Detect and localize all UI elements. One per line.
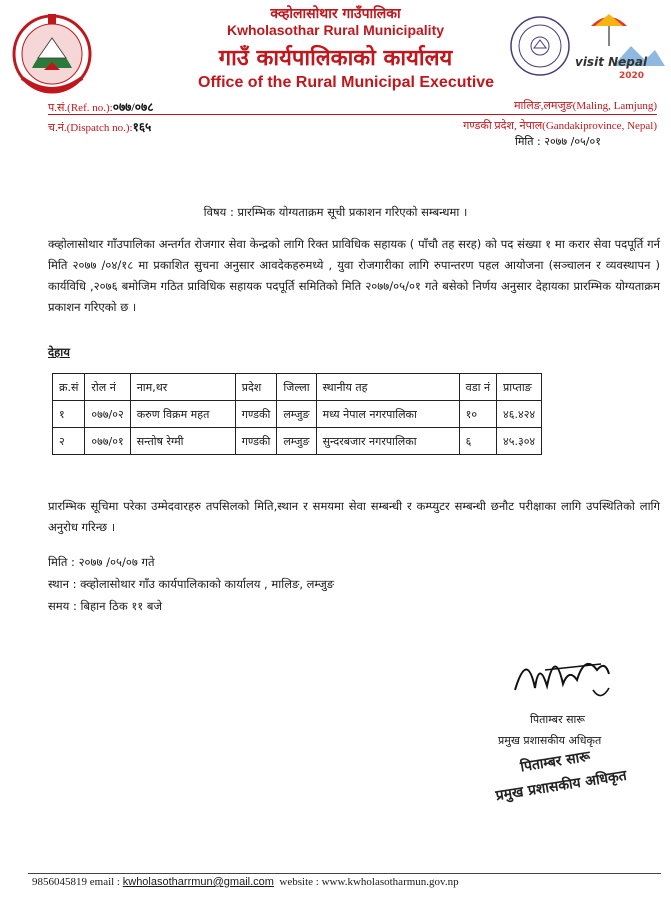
col-roll-no: रोल नं <box>85 374 130 401</box>
cell-local-level: सुन्दरबजार नगरपालिका <box>316 428 459 455</box>
address-line-2: गण्डकी प्रदेश, नेपाल(Gandakiprovince, Nepal) <box>463 120 657 132</box>
footer-website-link[interactable]: www.kwholasotharmun.gov.np <box>321 876 459 888</box>
dispatch-number <box>48 118 151 135</box>
subject-line: विषय : प्रारम्भिक योग्यताक्रम सूची प्रकाशन गरिएको सम्बन्धमा । <box>203 205 468 219</box>
cell-name: सन्तोष रेग्मी <box>130 428 235 455</box>
col-name: नाम,थर <box>130 374 235 401</box>
municipality-name-np: क्व्होलासोथार गाउँपालिका <box>270 6 401 22</box>
dehaya-heading: देहाय <box>48 345 70 359</box>
office-name-np: गाउँ कार्यपालिकाको कार्यालय <box>218 46 453 71</box>
table-header-row <box>53 374 542 401</box>
cell-district: लम्जुङ <box>277 428 316 455</box>
cell-serial: १ <box>53 401 85 428</box>
cell-roll-no: ०७७/०१ <box>85 428 130 455</box>
visit-year-text: 2020 <box>619 71 645 80</box>
footer-email-label: email : <box>89 876 120 888</box>
handwritten-signature <box>505 640 625 710</box>
stamp-title: प्रमुख प्रशासकीय अधिकृत <box>494 767 628 805</box>
office-name-en: Office of the Rural Municipal Executive <box>198 74 495 91</box>
col-province: प्रदेश <box>235 374 277 401</box>
letter-date: मिति : २०७७ /०५/०१ <box>515 135 601 148</box>
footer-email-link[interactable]: kwholasotharrmun@gmail.com <box>122 876 274 888</box>
table-row <box>53 428 542 455</box>
footer-phone: 9856045819 <box>32 876 87 888</box>
dispatch-label: च.नं.(Dispatch no.): <box>48 122 133 134</box>
ref-label: प.सं.(Ref. no.): <box>48 102 113 114</box>
table-row <box>53 401 542 428</box>
cell-score: ४६.४२४ <box>497 401 542 428</box>
cell-ward-no: १० <box>459 401 496 428</box>
exam-date: मिति : २०७७ /०५/०७ गते <box>48 555 155 569</box>
col-serial: क्र.सं <box>53 374 85 401</box>
office-seal-stamp <box>508 14 572 78</box>
footer-divider <box>28 873 661 874</box>
exam-place: स्थान : क्व्होलासोथार गाँउ कार्यपालिकाको कार्यालय , मालिङ, लम्जुङ <box>48 577 335 591</box>
footer-website-label: website : <box>279 876 319 888</box>
cell-local-level: मध्य नेपाल नगरपालिका <box>316 401 459 428</box>
visit-nepal-2020-logo <box>573 8 665 80</box>
signatory-title: प्रमुख प्रशासकीय अधिकृत <box>498 734 602 747</box>
visit-nepal-text: visit Nepal <box>575 55 648 69</box>
letterhead-divider <box>48 114 657 115</box>
cell-name: करुण विक्रम महत <box>130 401 235 428</box>
ref-number <box>48 98 153 115</box>
col-score: प्राप्ताङ <box>497 374 542 401</box>
municipality-name-en: Kwholasothar Rural Municipality <box>226 22 445 38</box>
signatory-name: पिताम्बर सारू <box>530 713 585 726</box>
dispatch-value: १६५ <box>132 120 152 134</box>
cell-province: गण्डकी <box>235 428 277 455</box>
cell-roll-no: ०७७/०२ <box>85 401 130 428</box>
ref-value: ०७७/०७८ <box>112 100 154 114</box>
address-line-1: मालिङ,लमजुङ(Maling, Lamjung) <box>513 100 657 112</box>
cell-district: लम्जुङ <box>277 401 316 428</box>
cell-ward-no: ६ <box>459 428 496 455</box>
stamp-name: पिताम्बर सारू <box>519 748 592 776</box>
merit-list-table <box>52 373 542 455</box>
exam-time: समय : बिहान ठिक ११ बजे <box>48 599 163 613</box>
intro-paragraph: क्व्होलासोथार गाँउपालिका अन्तर्गत रोजगार सेवा केन्द्रको लागि रिक्त प्राविधिक सहायक ( पाँचौ तह सरह) को पद संख्या १ मा करार सेवा पदपूर्ति गर्न मिति २०७७ /०४/१८ मा प्रकाशित सुचना अनुसार आवदेकहरुमध्ये , युवा रोजगारीका लागि रुपान्तरण पहल आयोजना (सञ्चालन र व्यवस्थापन ) कार्यविधि ,२०७६ बमोजिम गठित प्राविधिक सहायक पदपूर्ति समितिको मिति २०७७/०५/०१ गते बसेको निर्णय अनुसार देहायका प्रारम्भिक योग्यताक्रम प्रकाशन गरिएको छ । <box>48 237 660 314</box>
cell-score: ४५.३०४ <box>497 428 542 455</box>
footer-contact <box>32 876 459 888</box>
col-local-level: स्थानीय तह <box>316 374 459 401</box>
notice-paragraph: प्रारम्भिक सूचिमा परेका उम्मेदवारहरु तपसिलको मिति,स्थान र समयमा सेवा सम्बन्धी र कम्प्युटर सम्बन्धी छनौट परीक्षाका लागि उपस्थितिको लागि अनुरोध गरिन्छ । <box>48 499 660 534</box>
col-ward-no: वडा नं <box>459 374 496 401</box>
cell-province: गण्डकी <box>235 401 277 428</box>
cell-serial: २ <box>53 428 85 455</box>
col-district: जिल्ला <box>277 374 316 401</box>
